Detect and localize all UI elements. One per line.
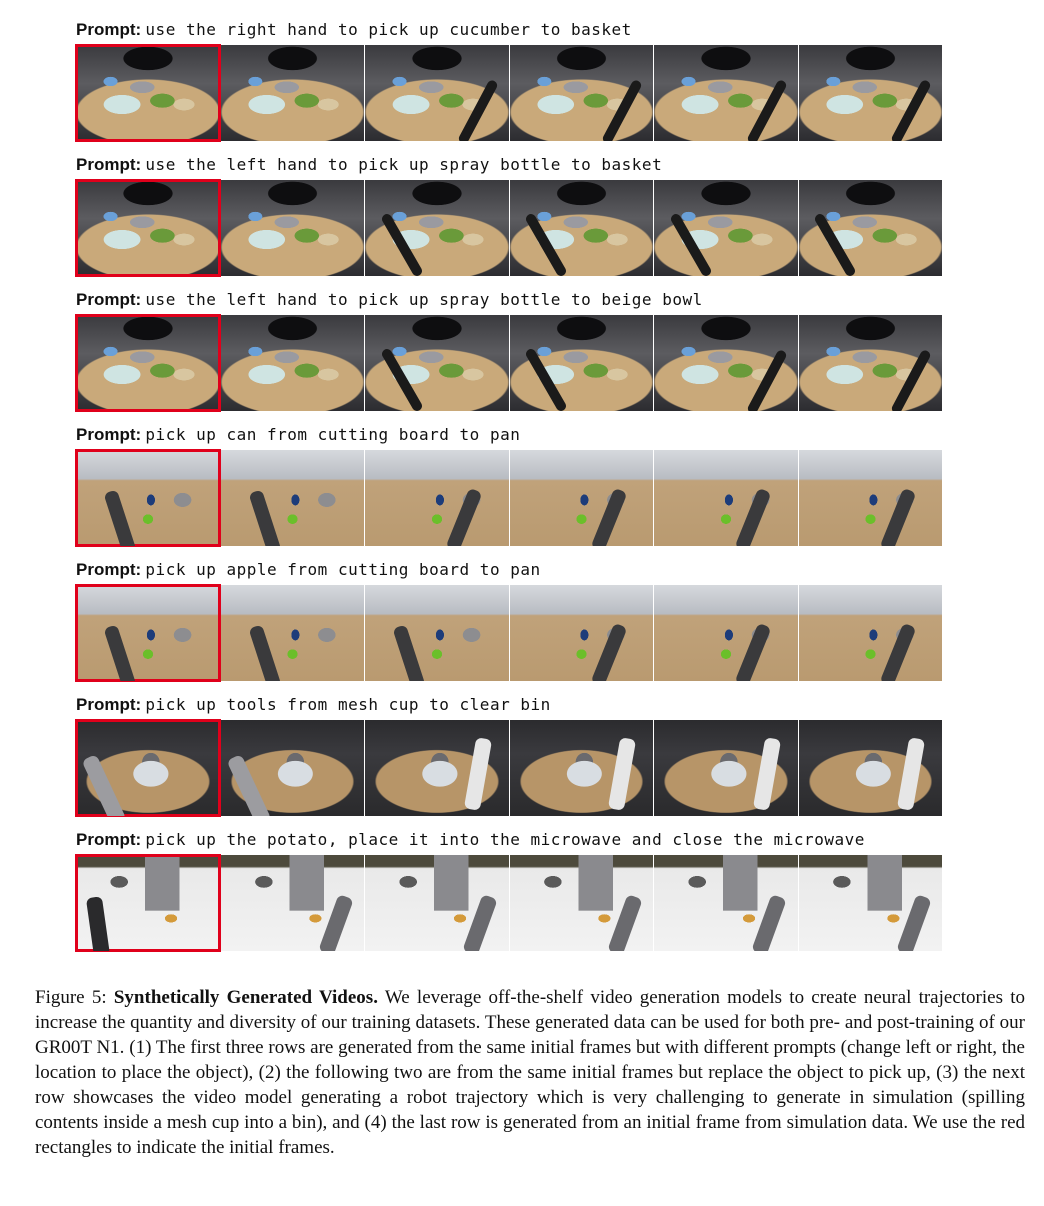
frame-strip: [76, 180, 942, 276]
initial-frame: [76, 45, 220, 141]
figure-caption: [35, 985, 1025, 1160]
prompt-text: use the left hand to pick up spray bottle to beige bowl: [145, 290, 703, 309]
video-row: [76, 693, 942, 828]
generated-frame: [365, 45, 509, 141]
initial-frame: [76, 315, 220, 411]
generated-frame: [799, 180, 943, 276]
generated-frame: [221, 720, 365, 816]
caption-title: Synthetically Generated Videos.: [113, 987, 378, 1008]
generated-frame: [221, 585, 365, 681]
frame-strip: [76, 855, 942, 951]
generated-frame: [365, 180, 509, 276]
generated-frame: [799, 720, 943, 816]
generated-frame: [510, 45, 654, 141]
generated-frame: [799, 585, 943, 681]
generated-frame: [654, 585, 798, 681]
prompt-label: Prompt:: [76, 290, 142, 309]
generated-frame: [654, 315, 798, 411]
generated-frame: [365, 315, 509, 411]
generated-frame: [221, 180, 365, 276]
video-row: [76, 153, 942, 288]
video-row: [76, 828, 942, 963]
figure-label: Figure 5:: [35, 987, 107, 1008]
prompt-label: Prompt:: [76, 830, 142, 849]
prompt-line: [76, 18, 942, 42]
prompt-label: Prompt:: [76, 560, 142, 579]
generated-frame: [799, 45, 943, 141]
prompt-line: [76, 153, 942, 177]
video-row: [76, 288, 942, 423]
video-row: [76, 558, 942, 693]
frame-strip: [76, 585, 942, 681]
prompt-label: Prompt:: [76, 425, 142, 444]
frame-strip: [76, 450, 942, 546]
prompt-text: pick up can from cutting board to pan: [145, 425, 521, 444]
generated-frame: [510, 180, 654, 276]
generated-frame: [654, 180, 798, 276]
generated-frame: [365, 855, 509, 951]
prompt-line: [76, 828, 942, 852]
prompt-label: Prompt:: [76, 695, 142, 714]
generated-frame: [510, 450, 654, 546]
prompt-text: use the right hand to pick up cucumber to basket: [145, 20, 632, 39]
initial-frame: [76, 585, 220, 681]
generated-frame: [221, 855, 365, 951]
generated-frame: [654, 45, 798, 141]
caption-body: We leverage off-the-shelf video generation models to create neural trajectories to increase the quantity and diversity of our training datasets. These generated data can be used for both pre- and post-training of our GR00T N1. (1) The first three rows are generated from the same initial frames but with different prompts (change left or right, the location to place the object), (2) the following two are from the same initial frames but replace the object to pick up, (3) the next row showcases the video model generating a robot trajectory which is very challenging to generate in simulation (spilling contents inside a mesh cup into a bin), and (4) the last row is generated from an initial frame from simulation data. We use the red rectangles to indicate the initial frames.: [35, 987, 1025, 1158]
video-row: [76, 423, 942, 558]
generated-frame: [365, 720, 509, 816]
initial-frame: [76, 720, 220, 816]
generated-frame: [365, 585, 509, 681]
generated-frame: [221, 315, 365, 411]
generated-frame: [510, 585, 654, 681]
prompt-line: [76, 288, 942, 312]
initial-frame: [76, 855, 220, 951]
generated-frame: [221, 450, 365, 546]
generated-frame: [221, 45, 365, 141]
prompt-text: use the left hand to pick up spray bottle to basket: [145, 155, 663, 174]
generated-frame: [799, 315, 943, 411]
generated-frame: [510, 855, 654, 951]
initial-frame: [76, 450, 220, 546]
generated-frame: [510, 315, 654, 411]
prompt-line: [76, 423, 942, 447]
video-row: [76, 18, 942, 153]
prompt-label: Prompt:: [76, 155, 142, 174]
generated-frame: [654, 720, 798, 816]
prompt-line: [76, 558, 942, 582]
initial-frame: [76, 180, 220, 276]
frame-strip: [76, 315, 942, 411]
generated-frame: [799, 855, 943, 951]
video-frames-figure: [76, 18, 942, 963]
prompt-text: pick up apple from cutting board to pan: [145, 560, 541, 579]
frame-strip: [76, 720, 942, 816]
generated-frame: [510, 720, 654, 816]
generated-frame: [654, 855, 798, 951]
generated-frame: [365, 450, 509, 546]
generated-frame: [654, 450, 798, 546]
frame-strip: [76, 45, 942, 141]
prompt-text: pick up the potato, place it into the microwave and close the microwave: [145, 830, 865, 849]
prompt-line: [76, 693, 942, 717]
prompt-label: Prompt:: [76, 20, 142, 39]
generated-frame: [799, 450, 943, 546]
prompt-text: pick up tools from mesh cup to clear bin: [145, 695, 551, 714]
